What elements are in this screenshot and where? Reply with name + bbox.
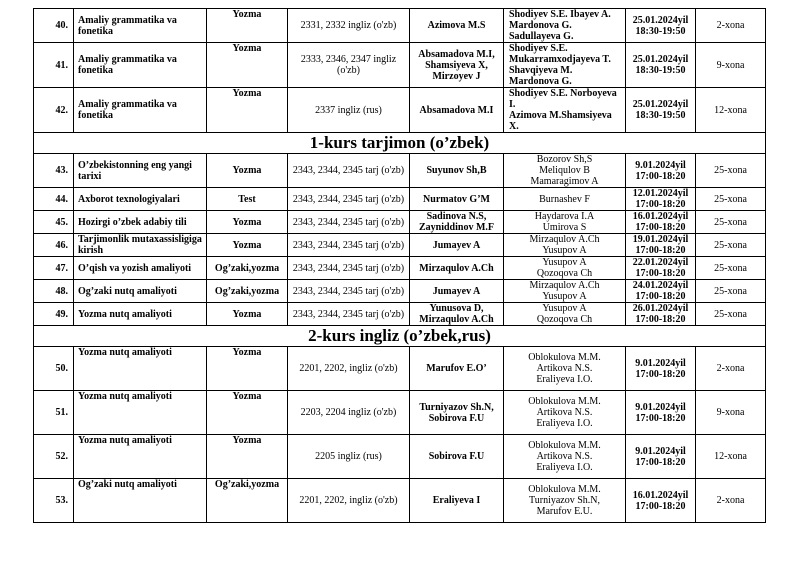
assistant-name: Mamaragimov A <box>530 176 599 187</box>
row-number: 43. <box>34 154 74 188</box>
assistant-name: Qozoqova Ch <box>536 314 593 325</box>
room-number: 12-xona <box>696 88 766 133</box>
exam-type: Yozma <box>207 391 288 435</box>
exam-date: 19.01.2024yil <box>632 234 689 245</box>
row-number: 48. <box>34 280 74 303</box>
group-numbers: 2343, 2344, 2345 tarj (o'zb) <box>288 154 410 188</box>
section-heading-1-kurs-tarjimon: 1-kurs tarjimon (o’zbek) <box>34 133 766 154</box>
exam-time: 17:00-18:20 <box>635 368 686 380</box>
assistant-name: Mukarramxodjayeva T. <box>509 54 611 65</box>
table-row <box>34 154 766 188</box>
room-number: 2-xona <box>696 479 766 523</box>
row-number: 52. <box>34 435 74 479</box>
exam-time: 17:00-18:20 <box>635 170 686 182</box>
exam-time: 18:30-19:50 <box>635 65 686 76</box>
table-row <box>34 43 766 88</box>
assistant-names <box>504 391 626 435</box>
room-number: 9-xona <box>696 391 766 435</box>
exam-type: Yozma <box>207 234 288 257</box>
row-number: 47. <box>34 257 74 280</box>
assistant-names <box>504 347 626 391</box>
exam-type: Og’zaki,yozma <box>207 257 288 280</box>
table-body <box>34 9 766 523</box>
teacher-name: Absamadova M.I, Shamsiyeva X, Mirzoyev J <box>410 43 504 88</box>
group-numbers: 2205 ingliz (rus) <box>288 435 410 479</box>
assistant-names <box>504 43 626 88</box>
subject-name: Hozirgi o’zbek adabiy tili <box>74 211 207 234</box>
assistant-name: Qozoqova Ch <box>536 268 593 279</box>
exam-time: 17:00-18:20 <box>635 412 686 424</box>
subject-name: Amaliy grammatika va fonetika <box>74 88 207 133</box>
assistant-names <box>504 211 626 234</box>
assistant-name: Shodiyev S.E. Norboyeva I. <box>509 88 617 110</box>
section-row <box>34 133 766 154</box>
subject-name: Yozma nutq amaliyoti <box>74 347 207 391</box>
group-numbers: 2201, 2202, ingliz (o'zb) <box>288 479 410 523</box>
assistant-name: Turniyazov Sh.N, <box>528 495 601 506</box>
group-numbers: 2201, 2202, ingliz (o'zb) <box>288 347 410 391</box>
exam-datetime <box>626 347 696 391</box>
exam-type: Test <box>207 188 288 211</box>
row-number: 41. <box>34 43 74 88</box>
exam-type: Yozma <box>207 347 288 391</box>
exam-date: 25.01.2024yil <box>632 54 689 65</box>
assistant-name: Mirzaqulov A.Ch <box>529 234 600 245</box>
exam-date: 25.01.2024yil <box>632 14 689 26</box>
exam-time: 17:00-18:20 <box>635 199 686 210</box>
table-row <box>34 280 766 303</box>
subject-name: Yozma nutq amaliyoti <box>74 435 207 479</box>
assistant-name: Meliqulov B <box>539 165 590 176</box>
exam-time: 17:00-18:20 <box>635 222 686 233</box>
subject-name: Yozma nutq amaliyoti <box>74 391 207 435</box>
room-number: 25-xona <box>696 303 766 326</box>
assistant-names <box>504 188 626 211</box>
room-number: 25-xona <box>696 257 766 280</box>
exam-date: 16.01.2024yil <box>632 489 689 501</box>
exam-date: 26.01.2024yil <box>632 303 689 314</box>
exam-datetime <box>626 154 696 188</box>
exam-type: Yozma <box>207 435 288 479</box>
row-number: 49. <box>34 303 74 326</box>
section-heading-2-kurs-ingliz: 2-kurs ingliz (o’zbek,rus) <box>34 326 766 347</box>
row-number: 45. <box>34 211 74 234</box>
assistant-name: Burnashev F <box>539 193 590 205</box>
exam-time: 17:00-18:20 <box>635 500 686 512</box>
table-row <box>34 88 766 133</box>
exam-type: Yozma <box>207 88 288 133</box>
section-row <box>34 326 766 347</box>
teacher-name: Turniyazov Sh.N, Sobirova F.U <box>410 391 504 435</box>
room-number: 2-xona <box>696 347 766 391</box>
exam-time: 17:00-18:20 <box>635 268 686 279</box>
exam-time: 18:30-19:50 <box>635 25 686 37</box>
group-numbers: 2343, 2344, 2345 tarj (o'zb) <box>288 303 410 326</box>
assistant-name: Umirova S <box>542 222 587 233</box>
table-row <box>34 303 766 326</box>
exam-schedule-table <box>33 8 766 523</box>
exam-datetime <box>626 9 696 43</box>
exam-type: Yozma <box>207 154 288 188</box>
assistant-names <box>504 435 626 479</box>
row-number: 53. <box>34 479 74 523</box>
assistant-name: Marufov E.U. <box>536 506 593 517</box>
assistant-names <box>504 154 626 188</box>
group-numbers: 2337 ingliz (rus) <box>288 88 410 133</box>
assistant-name: Yusupov A <box>542 291 587 302</box>
assistant-name: Shavqiyeva M. Mardonova G. <box>509 65 573 87</box>
room-number: 9-xona <box>696 43 766 88</box>
assistant-name: Bozorov Sh,S <box>536 154 593 165</box>
assistant-name: Oblokulova M.M. <box>528 396 601 407</box>
assistant-name: Artikova N.S. <box>536 407 593 418</box>
assistant-name: Oblokulova M.M. <box>528 352 601 363</box>
exam-datetime <box>626 234 696 257</box>
assistant-name: Oblokulova M.M. <box>528 484 601 495</box>
exam-datetime <box>626 280 696 303</box>
room-number: 25-xona <box>696 234 766 257</box>
exam-type: Yozma <box>207 43 288 88</box>
row-number: 50. <box>34 347 74 391</box>
row-number: 44. <box>34 188 74 211</box>
room-number: 25-xona <box>696 154 766 188</box>
assistant-name: Haydarova I.A <box>534 211 595 222</box>
group-numbers: 2331, 2332 ingliz (o'zb) <box>288 9 410 43</box>
table-row <box>34 435 766 479</box>
exam-date: 9.01.2024yil <box>635 159 686 171</box>
assistant-name: Oblokulova M.M. <box>528 440 601 451</box>
assistant-names <box>504 479 626 523</box>
subject-name: Amaliy grammatika va fonetika <box>74 9 207 43</box>
exam-date: 9.01.2024yil <box>635 357 686 369</box>
teacher-name: Mirzaqulov A.Ch <box>410 257 504 280</box>
exam-datetime <box>626 479 696 523</box>
exam-date: 9.01.2024yil <box>635 445 686 457</box>
table-row <box>34 479 766 523</box>
exam-type: Yozma <box>207 9 288 43</box>
assistant-name: Yusupov A <box>542 257 587 268</box>
exam-datetime <box>626 211 696 234</box>
exam-datetime <box>626 88 696 133</box>
exam-time: 17:00-18:20 <box>635 456 686 468</box>
room-number: 25-xona <box>696 211 766 234</box>
teacher-name: Nurmatov G’M <box>410 188 504 211</box>
subject-name: Amaliy grammatika va fonetika <box>74 43 207 88</box>
assistant-name: Yusupov A <box>542 303 587 314</box>
exam-date: 25.01.2024yil <box>632 99 689 110</box>
assistant-name: Shodiyev S.E. <box>509 43 568 54</box>
teacher-name: Sobirova F.U <box>410 435 504 479</box>
exam-time: 18:30-19:50 <box>635 110 686 121</box>
exam-time: 17:00-18:20 <box>635 291 686 302</box>
group-numbers: 2343, 2344, 2345 tarj (o'zb) <box>288 211 410 234</box>
exam-datetime <box>626 257 696 280</box>
table-row <box>34 391 766 435</box>
group-numbers: 2343, 2344, 2345 tarj (o'zb) <box>288 234 410 257</box>
table-row <box>34 347 766 391</box>
group-numbers: 2333, 2346, 2347 ingliz (o'zb) <box>288 43 410 88</box>
subject-name: Og’zaki nutq amaliyoti <box>74 479 207 523</box>
exam-time: 17:00-18:20 <box>635 245 686 256</box>
exam-type: Og’zaki,yozma <box>207 280 288 303</box>
subject-name: Og’zaki nutq amaliyoti <box>74 280 207 303</box>
exam-datetime <box>626 303 696 326</box>
assistant-name: Artikova N.S. <box>536 363 593 374</box>
room-number: 12-xona <box>696 435 766 479</box>
assistant-names <box>504 257 626 280</box>
table-row <box>34 211 766 234</box>
assistant-name: Eraliyeva I.O. <box>536 418 593 429</box>
assistant-name: Mardonova G. Sadullayeva G. <box>509 20 574 42</box>
teacher-name: Marufov E.O’ <box>410 347 504 391</box>
teacher-name: Suyunov Sh,B <box>410 154 504 188</box>
row-number: 46. <box>34 234 74 257</box>
exam-date: 24.01.2024yil <box>632 280 689 291</box>
assistant-name: Yusupov A <box>542 245 587 256</box>
teacher-name: Jumayev A <box>410 234 504 257</box>
room-number: 2-xona <box>696 9 766 43</box>
group-numbers: 2343, 2344, 2345 tarj (o'zb) <box>288 257 410 280</box>
subject-name: O’zbekistonning eng yangi tarixi <box>74 154 207 188</box>
subject-name: Yozma nutq amaliyoti <box>74 303 207 326</box>
exam-type: Og’zaki,yozma <box>207 479 288 523</box>
subject-name: Axborot texnologiyalari <box>74 188 207 211</box>
room-number: 25-xona <box>696 188 766 211</box>
assistant-name: Shodiyev S.E. Ibayev A. <box>509 9 611 20</box>
assistant-name: Azimova M.Shamsiyeva X. <box>509 110 612 132</box>
assistant-names <box>504 303 626 326</box>
group-numbers: 2343, 2344, 2345 tarj (o'zb) <box>288 280 410 303</box>
exam-date: 12.01.2024yil <box>632 188 689 199</box>
exam-date: 22.01.2024yil <box>632 257 689 268</box>
table-row <box>34 188 766 211</box>
assistant-name: Eraliyeva I.O. <box>536 462 593 473</box>
subject-name: Tarjimonlik mutaxassisligiga kirish <box>74 234 207 257</box>
exam-type: Yozma <box>207 211 288 234</box>
assistant-name: Artikova N.S. <box>536 451 593 462</box>
row-number: 40. <box>34 9 74 43</box>
exam-datetime <box>626 435 696 479</box>
table-row <box>34 9 766 43</box>
teacher-name: Yunusova D, Mirzaqulov A.Ch <box>410 303 504 326</box>
teacher-name: Absamadova M.I <box>410 88 504 133</box>
teacher-name: Sadinova N.S, Zayniddinov M.F <box>410 211 504 234</box>
exam-datetime <box>626 391 696 435</box>
exam-datetime <box>626 188 696 211</box>
assistant-names <box>504 234 626 257</box>
exam-type: Yozma <box>207 303 288 326</box>
row-number: 42. <box>34 88 74 133</box>
teacher-name: Azimova M.S <box>410 9 504 43</box>
assistant-name: Mirzaqulov A.Ch <box>529 280 600 291</box>
exam-date: 16.01.2024yil <box>632 211 689 222</box>
assistant-names <box>504 9 626 43</box>
exam-time: 17:00-18:20 <box>635 314 686 325</box>
table-row <box>34 257 766 280</box>
teacher-name: Jumayev A <box>410 280 504 303</box>
row-number: 51. <box>34 391 74 435</box>
assistant-names <box>504 88 626 133</box>
exam-date: 9.01.2024yil <box>635 401 686 413</box>
assistant-names <box>504 280 626 303</box>
group-numbers: 2343, 2344, 2345 tarj (o'zb) <box>288 188 410 211</box>
group-numbers: 2203, 2204 ingliz (o'zb) <box>288 391 410 435</box>
subject-name: O’qish va yozish amaliyoti <box>74 257 207 280</box>
teacher-name: Eraliyeva I <box>410 479 504 523</box>
room-number: 25-xona <box>696 280 766 303</box>
table-row <box>34 234 766 257</box>
assistant-name: Eraliyeva I.O. <box>536 374 593 385</box>
exam-datetime <box>626 43 696 88</box>
